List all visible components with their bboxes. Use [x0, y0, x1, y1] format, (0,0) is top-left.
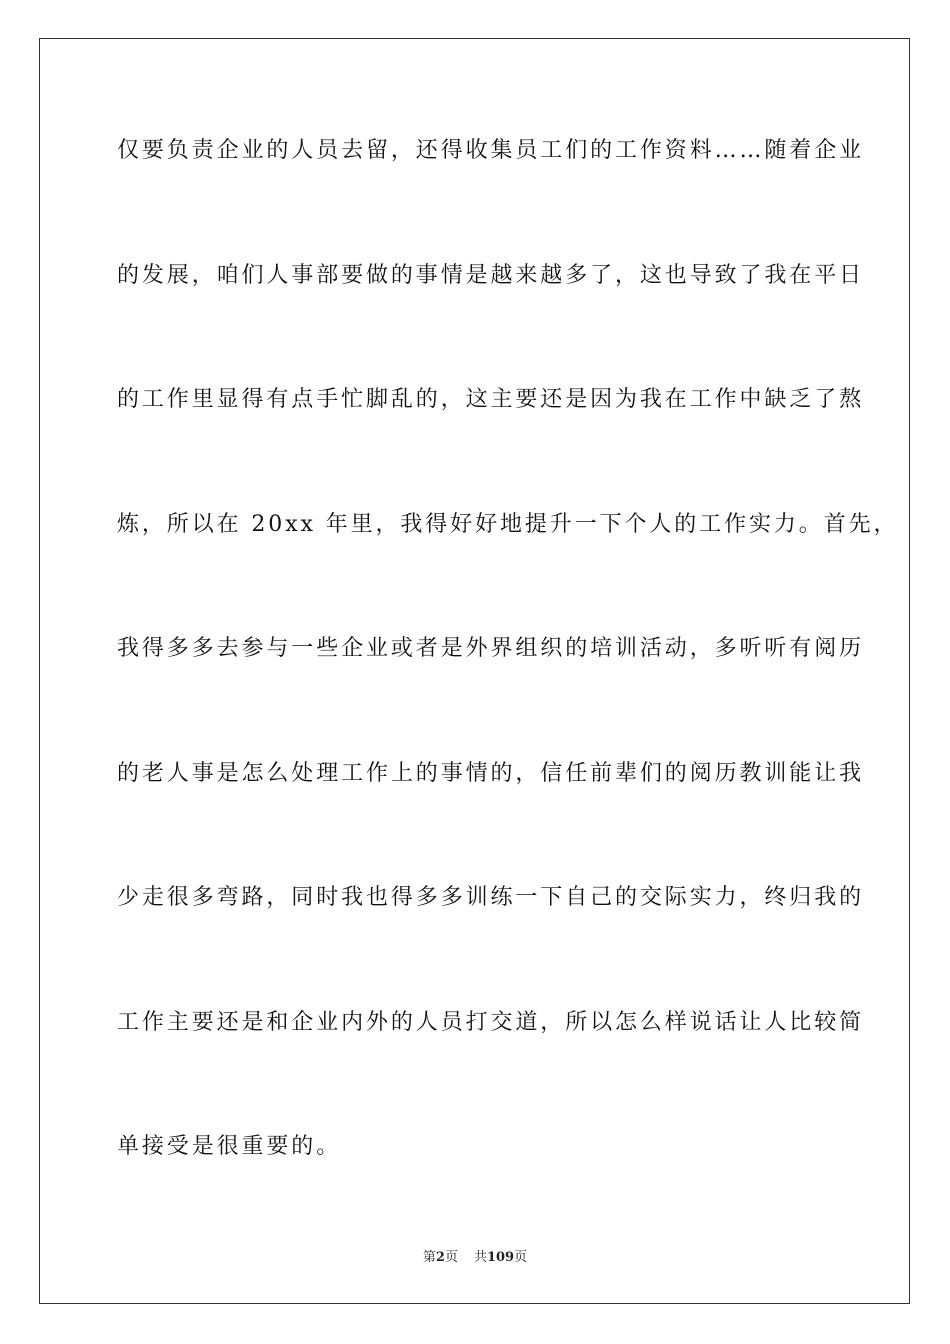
text-line: 的发展，咱们人事部要做的事情是越来越多了，这也导致了我在平日 [117, 262, 865, 288]
text-line: 炼，所以在 20xx 年里，我得好好地提升一下个人的工作实力。首先， [117, 511, 899, 537]
total-suffix: 页 [514, 1250, 528, 1265]
text-line: 的工作里显得有点手忙脚乱的，这主要还是因为我在工作中缺乏了熬 [117, 387, 865, 412]
text-line: 我得多多去参与一些企业或者是外界组织的培训活动，多听听有阅历 [117, 636, 865, 661]
text-line: 工作主要还是和企业内外的人员打交道，所以怎么样说话让人比较简 [117, 1009, 865, 1035]
page-prefix: 第 [422, 1250, 436, 1265]
text-line: 单接受是很重要的。 [117, 1134, 342, 1159]
text-line: 少走很多弯路，同时我也得多多训练一下自己的交际实力，终归我的 [117, 885, 865, 910]
page-suffix: 页 [444, 1250, 458, 1265]
page-footer [0, 1248, 950, 1268]
page-number: 2 [435, 1250, 445, 1265]
text-line: 仅要负责企业的人员去留，还得收集员工们的工作资料……随着企业 [117, 138, 865, 163]
total-prefix: 共 [473, 1250, 487, 1265]
total-pages: 109 [486, 1250, 515, 1265]
document-body [117, 127, 899, 1248]
text-line: 的老人事是怎么处理工作上的事情的，信任前辈们的阅历教训能让我 [117, 760, 865, 786]
